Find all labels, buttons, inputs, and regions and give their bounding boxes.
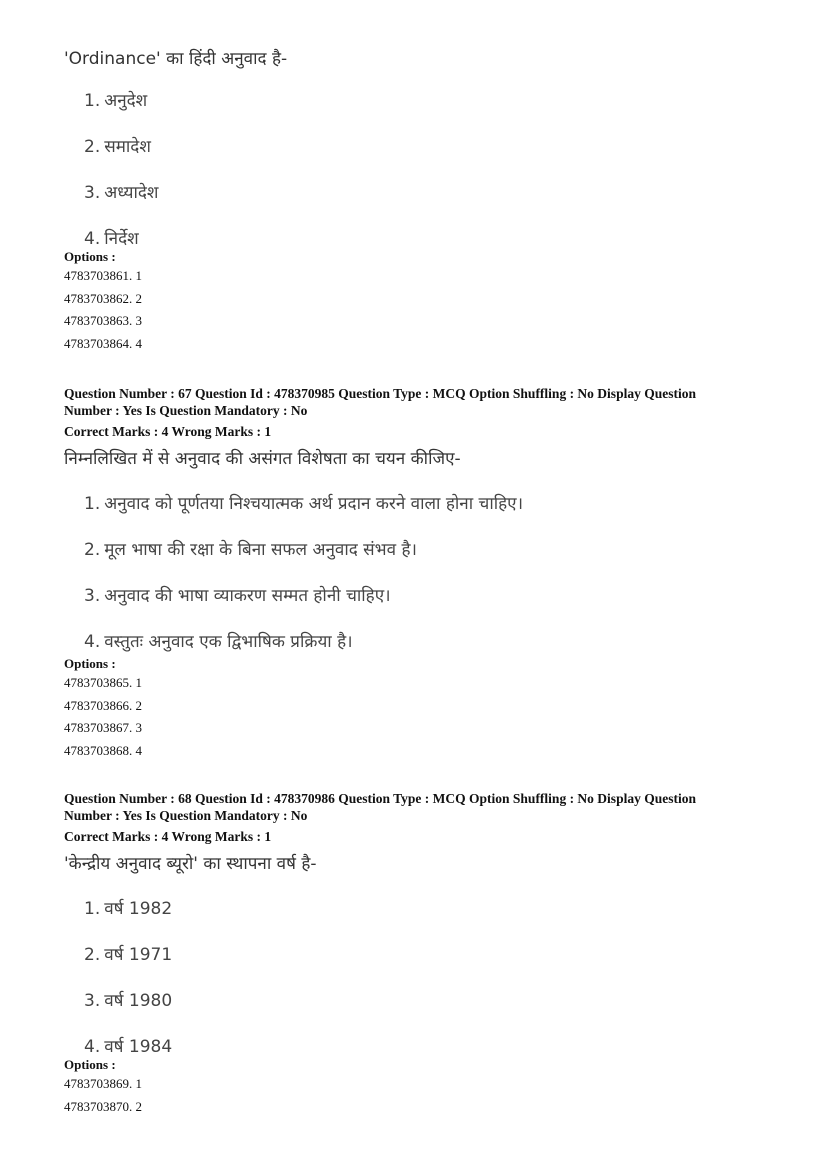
choice-3	[84, 180, 158, 203]
question-meta-line: Question Number : 67 Question Id : 478370985 Question Type : MCQ Option Shuffling : No Display Question	[64, 386, 696, 401]
choice-1	[84, 491, 523, 514]
option-id: 4783703864. 4	[64, 335, 142, 351]
option-id: 4783703865. 1	[64, 675, 142, 690]
choice-2	[84, 942, 172, 965]
choice-text: वर्ष 1984	[104, 1037, 173, 1057]
options-label: Options :	[64, 249, 116, 264]
choice-text: वर्ष 1980	[104, 991, 173, 1011]
choice-text: वस्तुतः अनुवाद एक द्विभाषिक प्रक्रिया है।	[104, 632, 353, 652]
question-meta	[64, 790, 784, 845]
choice-3	[84, 583, 391, 606]
option-id: 4783703868. 4	[64, 742, 142, 758]
choice-number: 1.	[84, 494, 101, 514]
choice-number: 4.	[84, 1037, 101, 1057]
question-meta	[64, 385, 784, 440]
question-text: निम्नलिखित में से अनुवाद की असंगत विशेषता का चयन कीजिए-	[64, 449, 461, 469]
marks-line: Correct Marks : 4 Wrong Marks : 1	[64, 829, 272, 844]
choice-text: निर्देश	[104, 229, 139, 249]
option-id: 4783703866. 2	[64, 697, 142, 713]
choice-1	[84, 896, 172, 919]
choice-3	[84, 988, 172, 1011]
choice-number: 4.	[84, 229, 101, 249]
choice-number: 2.	[84, 137, 101, 157]
marks-line: Correct Marks : 4 Wrong Marks : 1	[64, 424, 272, 439]
choice-2	[84, 134, 151, 157]
question-meta-line: Number : Yes Is Question Mandatory : No	[64, 808, 308, 823]
choice-number: 2.	[84, 945, 101, 965]
choice-number: 3.	[84, 183, 101, 203]
choice-4	[84, 1034, 172, 1057]
choice-2	[84, 537, 417, 560]
choice-number: 1.	[84, 91, 101, 111]
question-text: 'केन्द्रीय अनुवाद ब्यूरो' का स्थापना वर्ष है-	[64, 854, 317, 874]
choice-text: समादेश	[104, 137, 151, 157]
choice-text: वर्ष 1971	[104, 945, 173, 965]
option-id: 4783703861. 1	[64, 268, 142, 283]
choice-text: अनुदेश	[104, 91, 148, 111]
question-meta-line: Question Number : 68 Question Id : 478370986 Question Type : MCQ Option Shuffling : No Display Question	[64, 791, 696, 806]
options-list	[64, 249, 784, 355]
option-id: 4783703867. 3	[64, 720, 142, 735]
options-list	[64, 1057, 784, 1118]
choice-number: 2.	[84, 540, 101, 560]
option-id: 4783703863. 3	[64, 313, 142, 328]
choice-text: अनुवाद की भाषा व्याकरण सम्मत होनी चाहिए।	[104, 586, 391, 606]
choice-4	[84, 226, 139, 249]
choice-number: 3.	[84, 586, 101, 606]
choice-number: 3.	[84, 991, 101, 1011]
choice-text: अध्यादेश	[104, 183, 159, 203]
question-meta-line: Number : Yes Is Question Mandatory : No	[64, 403, 308, 418]
choice-number: 1.	[84, 899, 101, 919]
options-label: Options :	[64, 1057, 116, 1072]
options-list	[64, 656, 784, 762]
choice-4	[84, 629, 353, 652]
choice-text: वर्ष 1982	[104, 899, 173, 919]
choice-text: अनुवाद को पूर्णतया निश्चयात्मक अर्थ प्रदान करने वाला होना चाहिए।	[104, 494, 524, 514]
option-id: 4783703870. 2	[64, 1098, 142, 1114]
choice-text: मूल भाषा की रक्षा के बिना सफल अनुवाद संभव है।	[104, 540, 417, 560]
choice-1	[84, 88, 147, 111]
options-label: Options :	[64, 656, 116, 671]
option-id: 4783703869. 1	[64, 1076, 142, 1091]
choice-number: 4.	[84, 632, 101, 652]
option-id: 4783703862. 2	[64, 290, 142, 306]
question-text: 'Ordinance' का हिंदी अनुवाद है-	[64, 49, 288, 69]
